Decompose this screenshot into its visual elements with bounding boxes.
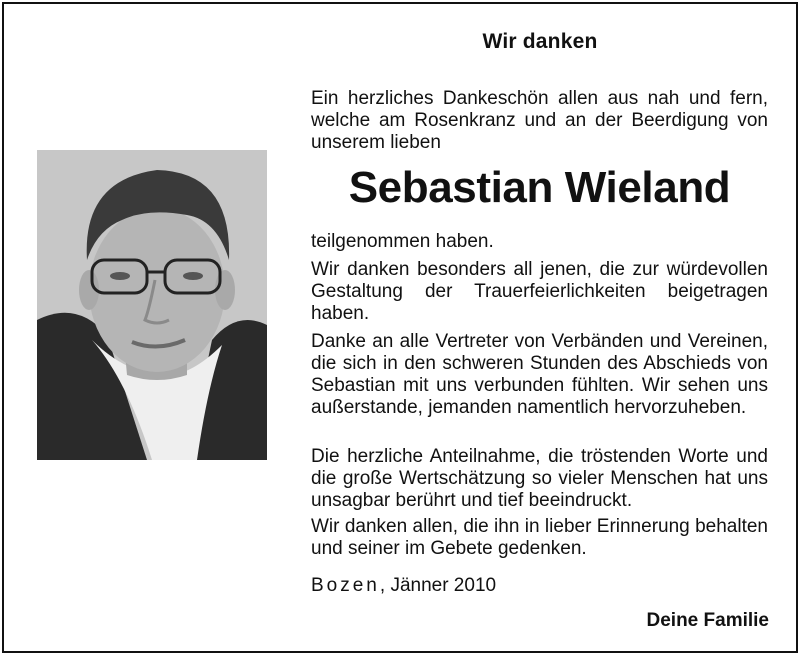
signature: Deine Familie [646,610,769,631]
paragraph-associations: Danke an alle Vertreter von Verbänden und Vereinen, die sich in den schweren Stunden des Abschieds von Sebastian mit uns verbunden fühlten. Wir sehen uns außerstande, jemanden namentlich hervorzuheben. [311,331,768,418]
notice-heading: Wir danken [482,30,598,53]
portrait-photo [37,150,267,460]
place-text: Bozen [311,575,380,596]
paragraph-participation: teilgenommen haben. [311,231,494,252]
deceased-name: Sebastian Wieland [348,163,731,212]
date-text: Jänner 2010 [390,575,497,596]
portrait-illustration [37,150,267,460]
paragraph-funeral-thanks: Wir danken besonders all jenen, die zur würdevollen Gestaltung der Trauerfeierlichkeiten beigetragen haben. [311,259,768,324]
comma-separator: , [379,575,391,596]
intro-text: Ein herzliches Dankeschön allen aus nah und fern, welche am Rosenkranz und an der Beerdigung von unserem lieben [311,88,768,153]
place-and-date [311,575,496,597]
paragraph-sympathy: Die herzliche Anteilnahme, die tröstenden Worte und die große Wertschätzung so vieler Menschen hat uns unsagbar berührt und tief beeindruckt. [311,446,768,511]
paragraph-remembrance: Wir danken allen, die ihn in lieber Erinnerung behalten und seiner im Gebete gedenken. [311,516,768,559]
